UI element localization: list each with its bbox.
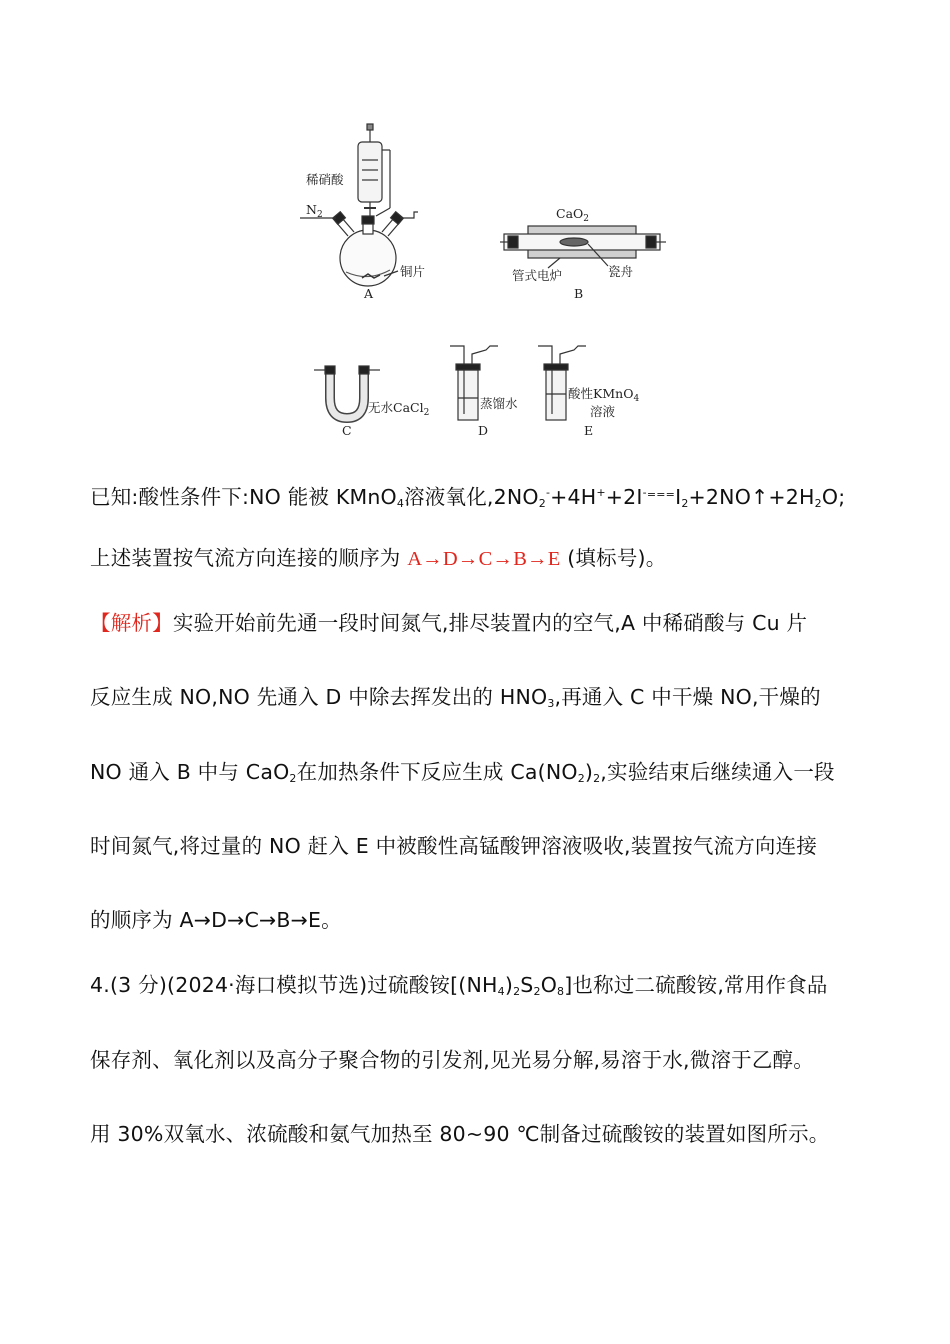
label-e-letter: E bbox=[584, 423, 594, 438]
question4-line-1: 4.(3 分)(2024·海口模拟节选)过硫酸铵$[(NH_4)_2S_2O_8]$也称过二硫酸铵,常用作食品 bbox=[90, 973, 828, 998]
analysis-line-5: 的顺序为 A→D→C→B→E。 bbox=[90, 908, 342, 932]
label-c-reagent: 无水CaCl$_2$ bbox=[368, 400, 430, 418]
label-a-gas: $N_2$ bbox=[306, 202, 323, 220]
analysis-tag: 【解析】 bbox=[90, 611, 173, 635]
label-d-letter: D bbox=[478, 423, 489, 438]
apparatus-a bbox=[300, 124, 418, 286]
answer-value: A→D→C→B→E bbox=[407, 548, 561, 570]
label-b-letter: B bbox=[574, 286, 584, 301]
analysis-line-2: 反应生成 NO,NO 先通入 D 中除去挥发出的 $HNO_3$,再通入 C 中干燥 NO,干燥的 bbox=[90, 685, 821, 710]
apparatus-e bbox=[538, 346, 586, 420]
known-info-line: 已知:酸性条件下:NO 能被 KMnO$_4$溶液氧化$,2NO_2^-+4H^++2I^{-===}I_2+2NO↑+2H_2O$; bbox=[90, 485, 846, 510]
apparatus-b bbox=[500, 226, 666, 268]
label-a-metal: 铜片 bbox=[400, 264, 426, 279]
label-b-boat: 瓷舟 bbox=[608, 264, 634, 279]
apparatus-drawing bbox=[290, 120, 670, 445]
analysis-line-4: 时间氮气,将过量的 NO 赶入 E 中被酸性高锰酸钾溶液吸收,装置按气流方向连接 bbox=[90, 834, 818, 858]
question4-line-3: 用 30%双氧水、浓硫酸和氨气加热至 80~90 ℃制备过硫酸铵的装置如图所示。 bbox=[90, 1122, 830, 1146]
label-d-reagent: 蒸馏水 bbox=[480, 396, 518, 411]
label-b-reagent: CaO$_2$ bbox=[556, 206, 589, 224]
analysis-line-1: 【解析】实验开始前先通一段时间氮气,排尽装置内的空气,A 中稀硝酸与 Cu 片 bbox=[90, 611, 808, 635]
label-e-reagent-2: 溶液 bbox=[590, 404, 616, 419]
answer-line: 上述装置按气流方向连接的顺序为 A→D→C→B→E (填标号)。 bbox=[90, 546, 667, 570]
label-a-letter: A bbox=[364, 286, 374, 301]
question4-line-2: 保存剂、氧化剂以及高分子聚合物的引发剂,见光易分解,易溶于水,微溶于乙醇。 bbox=[90, 1048, 814, 1072]
analysis-line-3: NO 通入 B 中与 CaO$_2$在加热条件下反应生成 $Ca(NO_2)_2$,实验结束后继续通入一段 bbox=[90, 760, 835, 785]
label-e-reagent-1: 酸性KMnO$_4$ bbox=[568, 386, 640, 404]
label-b-furnace: 管式电炉 bbox=[512, 268, 563, 283]
label-c-letter: C bbox=[342, 423, 352, 438]
label-a-acid: 稀硝酸 bbox=[306, 172, 344, 187]
apparatus-figure bbox=[290, 120, 670, 445]
